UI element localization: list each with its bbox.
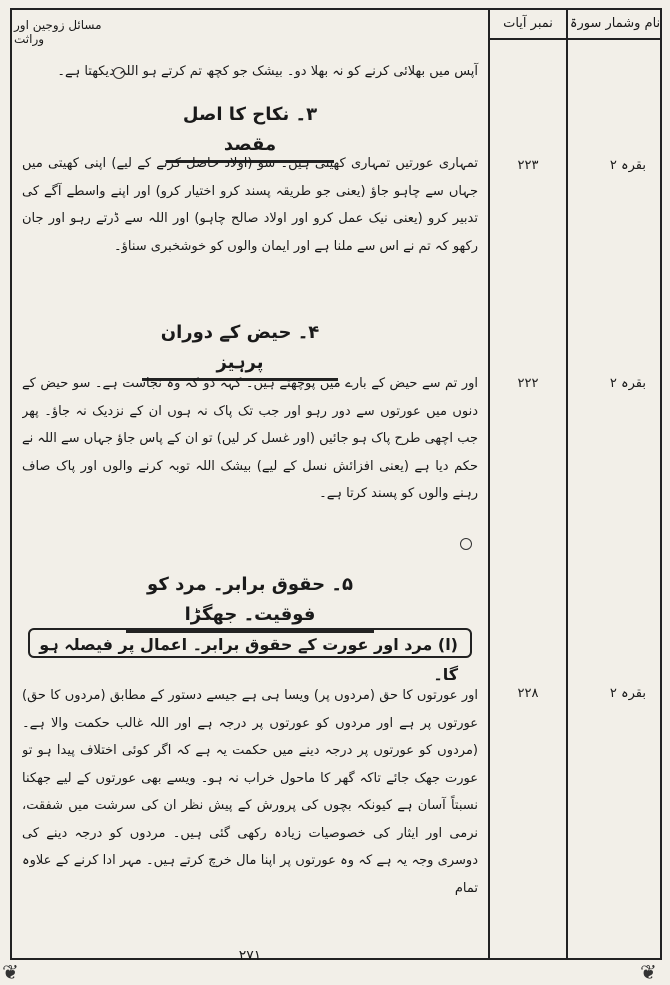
- column-divider-ayat: [488, 8, 490, 960]
- column-header-surah: نام وشمار سورۃ: [569, 16, 661, 31]
- surah-ref-5: بقرہ ۲: [609, 686, 646, 701]
- corner-ornament-icon: ❦: [640, 960, 657, 984]
- intro-line: آپس میں بھلائی کرنے کو نہ بھلا دو۔ بیشک جو کچھ تم کرتے ہو اللہ دیکھتا ہے۔: [57, 64, 478, 79]
- header-rule: [488, 38, 662, 40]
- section-heading-3: ۳۔ نکاح کا اصل مقصد: [166, 100, 334, 163]
- running-title: مسائل زوجین اور وراثت: [14, 18, 102, 46]
- verse-end-circle-icon: [113, 67, 125, 79]
- ayah-number-5: ۲۲۸: [517, 686, 539, 701]
- surah-ref-3: بقرہ ۲: [609, 158, 646, 173]
- surah-ref-4: بقرہ ۲: [609, 376, 646, 391]
- section-heading-4: ۴۔ حیض کے دوران پرہیز: [142, 318, 338, 381]
- section-subheading-5a: (ا) مرد اور عورت کے حقوق برابر۔ اعمال پر فیصلہ ہو گا۔: [28, 628, 472, 658]
- section-text-5: اور عورتوں کا حق (مردوں پر) ویسا ہی ہے جیسے دستور کے مطابق (مردوں کا حق) عورتوں پر ہے اور مردوں کو عورتوں پر درجہ ہے اور اللہ غالب حکمت والا ہے۔ (مردوں کو عورتوں پر درجہ دینے میں حکمت یہ ہے کہ اگر کوئی اختلاف پیدا ہو تو عورت جھک جائے تاکہ گھر کا ماحول خراب نہ ہو۔ ویسے بھی عورتوں کے لیے جھکنا نسبتاً آسان ہے کیونکہ بچوں کی پرورش کے پیش نظر ان کی سرشت میں شفقت، نرمی اور ایثار کی خصوصیات زیادہ رکھی گئی ہیں۔ مردوں کو درجہ دینے کی دوسری وجہ یہ ہے کہ وہ عورتوں پر اپنا مال خرچ کرتے ہیں۔ مہر ادا کرنے کے علاوہ تمام: [22, 688, 478, 896]
- ayah-number-4: ۲۲۲: [517, 376, 539, 391]
- section-text-4: اور تم سے حیض کے بارے میں پوچھتے ہیں۔ کہہ دو کہ وہ نجاست ہے۔ سو حیض کے دنوں میں عورتوں سے دور رہو اور جب تک پاک نہ ہوں ان کے نزدیک نہ جاؤ۔ پھر جب اچھی طرح پاک ہو جائیں (اور غسل کر لیں) تو ان کے پاس جاؤ جہاں سے اللہ نے حکم دیا ہے (یعنی افزائش نسل کے لیے) بیشک اللہ توبہ کرنے والوں اور پاک صاف رہنے والوں کو پسند کرتا ہے۔: [22, 376, 478, 501]
- column-divider-surah: [566, 8, 568, 960]
- ayah-number-3: ۲۲۳: [517, 158, 539, 173]
- corner-ornament-icon: ❦: [2, 960, 19, 984]
- verse-end-circle-icon: [460, 538, 472, 550]
- section-text-3: تمہاری عورتیں تمہاری کھیتی ہیں۔ سو (اولاد حاصل کرنے کے لیے) اپنی کھیتی میں جہاں سے چاہو جاؤ (یعنی جو طریقہ پسند کرو اختیار کرو) اور اپنے واسطے آگے کی تدبیر کرو (یعنی نیک عمل کرو اور اولاد صالح چاہو) اور اللہ سے ڈرتے رہو اور جان رکھو کہ تم نے اس سے ملنا ہے اور ایمان والوں کو خوشخبری سناؤ۔: [22, 156, 478, 254]
- section-heading-5: ۵۔ حقوق برابر۔ مرد کو فوقیت۔ جھگڑا: [126, 570, 374, 633]
- page-number: ۲۷۱: [238, 948, 262, 964]
- column-header-ayat: نمبر آیات: [503, 16, 553, 31]
